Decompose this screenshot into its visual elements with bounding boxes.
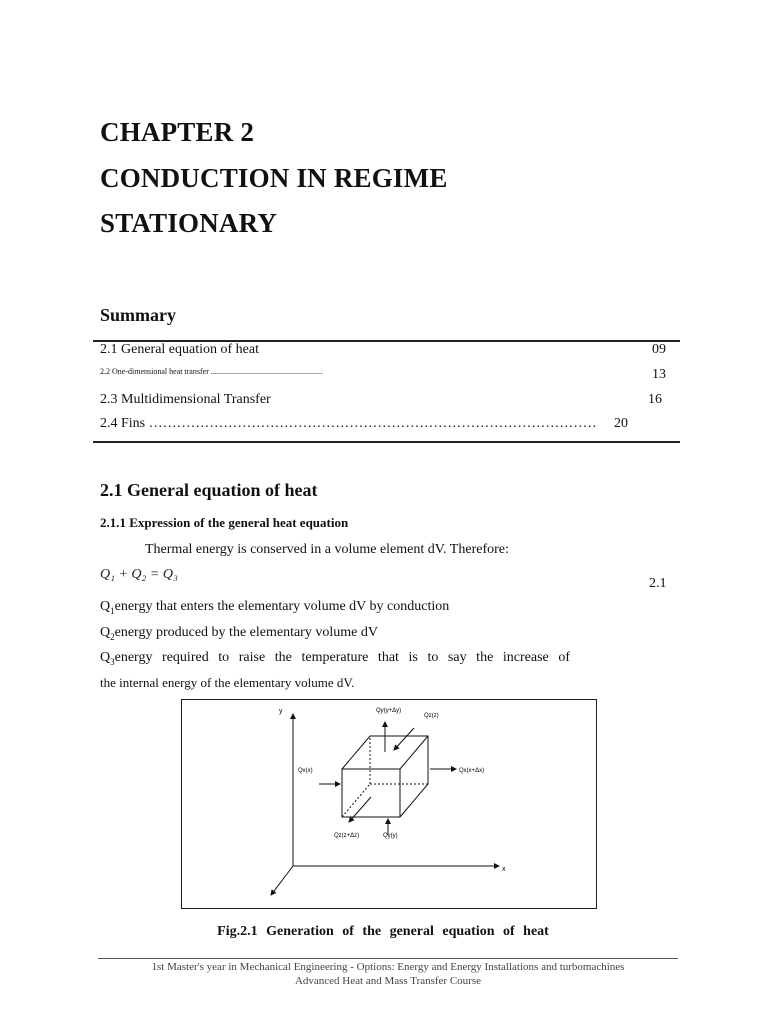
footer-line1: 1st Master's year in Mechanical Engineering - Options: Energy and Energy Installations and turbomachines	[151, 961, 625, 973]
q3-definition: $Q_3energy$ required to raise the temperature that is to say the increase of	[100, 650, 570, 667]
summary-title: Summary	[100, 305, 176, 325]
label-qy-dy: Qy(y+Δy)	[376, 708, 402, 714]
q1-definition: $Q_1energy$ that enters the elementary volume dV by conduction	[100, 599, 450, 616]
toc-item-2-1: 2.1 General equation of heat	[100, 342, 259, 357]
footer-rule	[98, 958, 678, 959]
q2-text: energy produced by the elementary volume dV	[114, 625, 378, 640]
chapter-title-line1: CONDUCTION IN REGIME	[100, 163, 448, 193]
footer-line2: Advanced Heat and Mass Transfer Course	[294, 975, 482, 987]
figure-caption: Fig.2.1 Generation of the general equation of heat	[217, 924, 549, 939]
label-qz-dz: Qz(z+Δz)	[334, 833, 360, 839]
subsection-heading: 2.1.1 Expression of the general heat equation	[100, 515, 349, 530]
heat-balance-diagram	[182, 700, 596, 908]
x-axis-label: x	[502, 866, 506, 873]
equation: Q₁ + Q₂ = Q₃	[100, 567, 178, 582]
label-qx-dx: Qx(x+Δx)	[459, 768, 485, 774]
q1-text: energy that enters the elementary volume dV by conduction	[114, 599, 450, 614]
toc-item-2-4: 2.4 Fins ……………………………………………………………………………………	[100, 416, 597, 431]
toc-item-2-2: 2.2 One-dimensional heat transfer ........................................................	[100, 367, 323, 376]
q3-text: energy required to raise the temperature that is to say the increase of	[114, 650, 570, 665]
equation-number: 2.1	[649, 576, 667, 591]
toc-page-2-1: 09	[652, 342, 666, 357]
label-qz: Qz(z)	[424, 713, 439, 719]
label-qx: Qx(x)	[298, 768, 313, 774]
summary-bottom-rule	[93, 441, 680, 443]
chapter-title-line2: STATIONARY	[100, 208, 278, 238]
z-axis	[271, 866, 293, 895]
figure-frame	[181, 699, 597, 909]
chapter-number: CHAPTER 2	[100, 117, 255, 147]
toc-item-2-3: 2.3 Multidimensional Transfer	[100, 392, 271, 407]
section-heading: 2.1 General equation of heat	[100, 480, 318, 500]
q3-continuation: the internal energy of the elementary volume dV.	[100, 675, 355, 690]
y-axis-label: y	[279, 708, 283, 715]
flux-arrow-z-out	[349, 797, 371, 822]
toc-page-2-2: 13	[652, 367, 666, 382]
label-qy: Qy(y)	[383, 833, 398, 839]
toc-page-2-4: 20	[614, 416, 628, 431]
q2-definition: $Q_2energy$ produced by the elementary volume dV	[100, 625, 378, 642]
flux-arrow-z-in	[394, 728, 414, 750]
toc-page-2-3: 16	[648, 392, 662, 407]
intro-paragraph: Thermal energy is conserved in a volume element dV. Therefore:	[145, 542, 509, 557]
